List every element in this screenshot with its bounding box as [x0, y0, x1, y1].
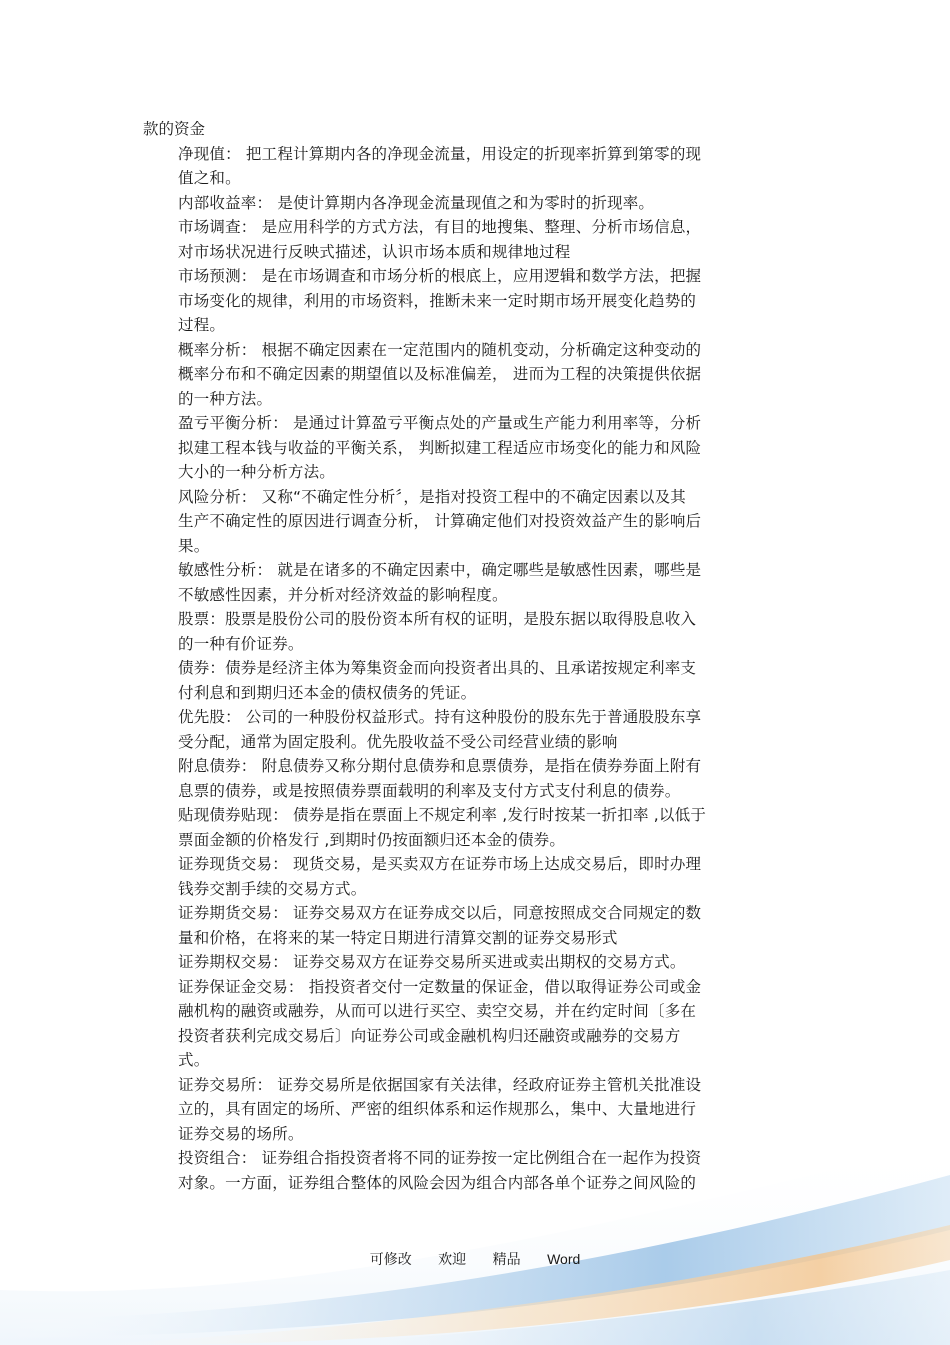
entry-text-line: 附息债券： 附息债券又称分期付息债券和息票债券，是指在债券券面上附有: [178, 757, 702, 775]
entry-text-line: 市场调查： 是应用科学的方式方法，有目的地搜集、整理、分析市场信息，: [178, 218, 702, 236]
entry-text-line: 式。: [178, 1051, 210, 1069]
definition-list: [178, 142, 818, 1196]
entry-text-line: 拟建工程本钱与收益的平衡关系， 判断拟建工程适应市场变化的能力和风险: [178, 438, 702, 457]
entry-text-line: 内部收益率： 是使计算期内各净现金流量现值之和为零时的折现率。: [178, 193, 655, 212]
entry-text-line: 盈亏平衡分析： 是通过计算盈亏平衡点处的产量或生产能力利用率等，分析: [178, 414, 702, 432]
definition-entry: [178, 264, 818, 338]
entry-text-line: 优先股： 公司的一种股份权益形式。持有这种股份的股东先于普通股股东享: [178, 708, 702, 726]
entry-text-line: 债券：债券是经济主体为筹集资金而向投资者出具的、且承诺按规定利率支: [178, 659, 697, 677]
entry-text-line: 概率分析： 根据不确定因素在一定范围内的随机变动，分析确定这种变动的: [178, 340, 702, 359]
definition-entry: [178, 338, 818, 412]
entry-text-line: 投资组合： 证券组合指投资者将不同的证券按一定比例组合在一起作为投资: [178, 1149, 702, 1167]
entry-text-line: 票面金额的价格发行 ,到期时仍按面额归还本金的债券。: [178, 830, 566, 849]
entry-text-line: 贴现债券贴现： 债券是指在票面上不规定利率 ,发行时按某一折扣率 ,以低于: [178, 806, 707, 824]
entry-text-line: 对象。一方面，证券组合整体的风险会因为组合内部各单个证券之间风险的: [178, 1173, 697, 1192]
entry-text-line: 证券交易的场所。: [178, 1124, 304, 1143]
entry-text-line: 净现值： 把工程计算期内各的净现金流量，用设定的折现率折算到第零的现: [178, 144, 702, 163]
definition-entry: [178, 852, 818, 901]
definition-entry: [178, 803, 818, 852]
definition-entry: [178, 558, 818, 607]
entry-text-line: 敏感性分析： 就是在诸多的不确定因素中，确定哪些是敏感性因素，哪些是: [178, 561, 702, 579]
definition-entry: [178, 411, 818, 485]
entry-text-line: 付利息和到期归还本金的债权债务的凭证。: [178, 683, 477, 702]
footer-item-editable: 可修改: [369, 1252, 412, 1268]
definition-entry: [178, 754, 818, 803]
entry-text-line: 风险分析： 又称“不确定性分析〞，是指对投资工程中的不确定因素以及其: [178, 487, 687, 506]
definition-entry: [178, 485, 818, 559]
entry-text-line: 受分配，通常为固定股利。优先股收益不受公司经营业绩的影响: [178, 732, 618, 751]
definition-entry: [178, 705, 818, 754]
entry-text-line: 证券现货交易： 现货交易，是买卖双方在证券市场上达成交易后，即时办理: [178, 855, 702, 873]
definition-entry: [178, 975, 818, 1073]
definition-entry: [178, 656, 818, 705]
entry-text-line: 的一种方法。: [178, 389, 273, 408]
definition-entry: [178, 1146, 818, 1195]
lead-line: 款的资金: [143, 120, 206, 138]
entry-text-line: 生产不确定性的原因进行调查分析， 计算确定他们对投资效益产生的影响后: [178, 512, 702, 530]
page-footer: [0, 1249, 950, 1270]
entry-text-line: 不敏感性因素，并分析对经济效益的影响程度。: [178, 585, 508, 604]
entry-text-line: 果。: [178, 536, 210, 555]
entry-text-line: 大小的一种分析方法。: [178, 463, 336, 481]
definition-entry: [178, 215, 818, 264]
entry-text-line: 股票：股票是股份公司的股份资本所有权的证明，是股东据以取得股息收入: [178, 610, 697, 628]
entry-text-line: 过程。: [178, 316, 226, 334]
entry-text-line: 概率分布和不确定因素的期望值以及标准偏差， 进而为工程的决策提供依据: [178, 365, 702, 383]
definition-entry: [178, 607, 818, 656]
entry-text-line: 证券保证金交易： 指投资者交付一定数量的保证金，借以取得证券公司或金: [178, 977, 702, 996]
entry-text-line: 证券交易所： 证券交易所是依据国家有关法律，经政府证券主管机关批准设: [178, 1075, 702, 1094]
footer-item-word: Word: [547, 1251, 581, 1267]
footer-item-quality: 精品: [492, 1252, 521, 1268]
entry-text-line: 市场变化的规律，利用的市场资料，推断未来一定时期市场开展变化趋势的: [178, 291, 697, 310]
entry-text-line: 的一种有价证券。: [178, 634, 304, 653]
entry-text-line: 投资者获利完成交易后〕向证券公司或金融机构归还融资或融券的交易方: [178, 1026, 681, 1045]
definition-entry: [178, 950, 818, 975]
entry-text-line: 息票的债券，或是按照债券票面载明的利率及支付方式支付利息的债券。: [178, 781, 681, 800]
entry-text-line: 证券期货交易： 证券交易双方在证券成交以后，同意按照成交合同规定的数: [178, 904, 702, 922]
entry-text-line: 证券期权交易： 证券交易双方在证券交易所买进或卖出期权的交易方式。: [178, 953, 686, 971]
definition-entry: [178, 142, 818, 191]
definition-entry: [178, 1073, 818, 1147]
entry-text-line: 钱券交割手续的交易方式。: [178, 879, 367, 898]
entry-text-line: 融机构的融资或融券，从而可以进行买空、卖空交易，并在约定时间〔多在: [178, 1002, 697, 1020]
definition-entry: [178, 191, 818, 216]
definition-entry: [178, 901, 818, 950]
entry-text-line: 值之和。: [178, 169, 241, 187]
footer-item-welcome: 欢迎: [438, 1252, 467, 1268]
entry-text-line: 立的，具有固定的场所、严密的组织体系和运作规那么，集中、大量地进行: [178, 1100, 697, 1118]
entry-text-line: 对市场状况进行反映式描述，认识市场本质和规律地过程: [178, 242, 571, 261]
entry-text-line: 市场预测： 是在市场调查和市场分析的根底上，应用逻辑和数学方法，把握: [178, 267, 702, 285]
entry-text-line: 量和价格，在将来的某一特定日期进行清算交割的证券交易形式: [178, 928, 618, 947]
